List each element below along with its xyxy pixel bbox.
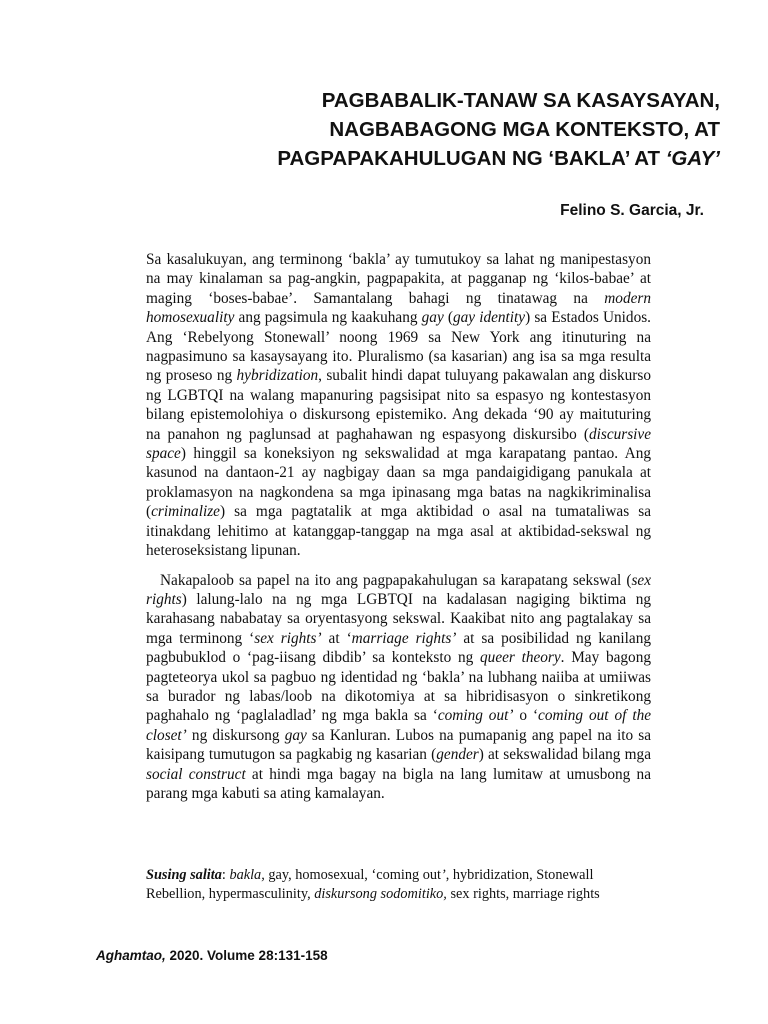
text-run: ) hinggil sa koneksiyon ng sekswalidad at mga karapatang pantao. Ang kasunod na dantaon-21 ay nagbigay daan sa mga pandaigidigang panukala at proklamasyon na nagkondena sa mga ipinasang mga batas na nagkikriminalisa ( <box>146 445 651 521</box>
text-run: ) sa Estados Unidos. Ang ‘Rebelyong Stonewall’ noong 1969 sa New York ang itinuturing na nagpasimuno sa kasaysayang ito. Pluralismo (sa kasarian) ang isa sa mga resulta ng proseso ng <box>146 309 651 385</box>
italic-term: ’ <box>440 867 446 883</box>
text-run: ) sa mga pagtatalik at mga aktibidad o asal na tumataliwas sa itinakdang lehitimo at katanggap-tanggap na mga asal at aktibidad-sekswal ng heteroseksistang lipunan. <box>146 503 651 560</box>
keywords-label: Susing salita <box>146 867 222 883</box>
title-line-1: PAGBABALIK-TANAW SA KASAYSAYAN, <box>321 89 720 112</box>
title-line-2: NAGBABAGONG MGA KONTEKSTO, AT <box>329 118 720 141</box>
italic-term: diskursong sodomitiko, <box>314 886 447 902</box>
text-run: ( <box>443 309 453 327</box>
text-run: sa Kanluran. Lubos na pumapanig ang papel na ito sa kaisipang tumutugon sa pagkabig ng kasarian ( <box>146 726 651 764</box>
text-run: . May bagong pagteteorya ukol sa pagbuo ng identidad ng ‘bakla’ na lubhang naiiba at umiiwas sa burador ng labas/loob na dikotomiya at sa hibridisasyon o sinkretikong paghahalo ng ‘paglaladlad’ ng mga bakla sa ‘ <box>146 649 652 725</box>
text-run: coming out <box>376 867 441 883</box>
journal-name: Aghamtao, <box>96 948 166 963</box>
text-run: , hybridization, Stonewall Rebellion, hypermasculinity, <box>146 867 594 902</box>
italic-term: gay <box>284 726 307 744</box>
text-run: ) lalung-lalo na ng mga LGBTQI na kadalasan nagiging biktima ng karahasang nababatay sa oryentasyong sekswal. Kaakibat nito ang pagtalakay sa mga terminong ‘ <box>146 590 651 647</box>
title-line-3-italic: ‘GAY’ <box>665 147 720 170</box>
text-run: at ‘ <box>321 629 352 647</box>
italic-term: criminalize <box>151 503 220 521</box>
text-run: at hindi mga bagay na bigla na lang lumitaw at umusbong na parang mga kabuti sa ating kamalayan. <box>146 765 651 802</box>
italic-term: gender <box>436 746 479 764</box>
italic-term: modern homosexuality <box>146 289 651 327</box>
text-run: , subalit hindi dapat tuluyang pakawalan ang diskurso ng LGBTQI na walang mapanuring pagsisipat nito sa espasyo ng kontestasyon bilang epistemolohiya o diskursong epistemiko. Ang dekada ‘90 ay maituturing na panahon ng paglunsad at paghahawan ng espasyong diskursibo ( <box>146 367 651 443</box>
abstract <box>146 250 651 813</box>
text-run: : <box>221 867 230 883</box>
italic-term: bakla, <box>229 867 265 883</box>
italic-term: social construct <box>146 765 246 783</box>
text-run: gay, homosexual, <box>264 867 372 883</box>
title-line-3-main: PAGPAPAKAHULUGAN NG ‘BAKLA’ AT <box>277 147 666 170</box>
italic-term: coming out of the closet’ <box>146 707 652 744</box>
text-run: Nakapaloob sa papel na ito ang pagpapakahulugan sa karapatang sekswal ( <box>160 571 632 589</box>
article-title <box>160 86 720 173</box>
text-run: ) at sekswalidad bilang mga <box>478 746 651 764</box>
journal-citation <box>96 948 496 963</box>
title-line-3 <box>160 144 720 173</box>
text-run: ng diskursong <box>186 726 285 744</box>
italic-term: gay identity <box>452 309 526 327</box>
text-run: Sa kasalukuyan, ang terminong ‘bakla’ ay tumutukoy sa lahat ng manipestasyon na may kinalaman sa pag-angkin, pagpapakita, at pagganap ng ‘kilos-babae’ at maging ‘boses-babae’. Samantalang bahagi ng tinatawag na <box>146 251 651 307</box>
italic-term: hybridization <box>236 367 319 385</box>
italic-term: gay <box>421 309 444 327</box>
text-run: ang pagsimula ng kaakuhang <box>234 309 422 327</box>
italic-term: queer theory <box>480 649 561 667</box>
italic-term: coming out’ <box>437 707 514 725</box>
italic-term: sex rights’ <box>254 629 322 647</box>
abstract-paragraph-2 <box>146 571 651 804</box>
abstract-paragraph-1 <box>146 250 651 561</box>
italic-term: sex rights <box>146 571 651 608</box>
italic-term: discursive space <box>146 425 651 463</box>
text-run: ‘ <box>371 867 377 883</box>
keywords <box>146 866 651 904</box>
journal-volume: 2020. Volume 28:131-158 <box>165 948 328 963</box>
text-run: sex rights, marriage rights <box>446 886 600 902</box>
author-name: Felino S. Garcia, Jr. <box>560 202 704 219</box>
text-run: at sa posibilidad ng kanilang pagbubuklod o ‘pag-iisang dibdib’ sa konteksto ng <box>146 629 652 667</box>
italic-term: marriage rights’ <box>351 629 457 647</box>
text-run: o ‘ <box>513 707 539 725</box>
